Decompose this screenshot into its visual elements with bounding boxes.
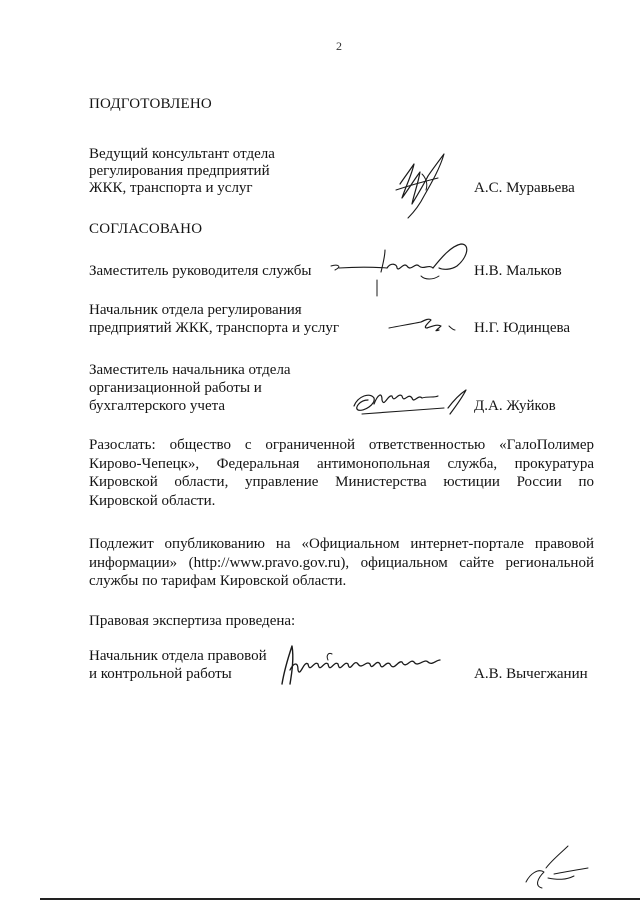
signature-zhuykov [348,384,473,424]
signature-muravyeva [388,150,468,225]
signature-vychegzhanin [268,640,448,690]
legal-position-line: Начальник отдела правовой [89,648,267,664]
prepared-position-line: Ведущий консультант отдела [89,146,275,162]
signer-position-line: Заместитель руководителя службы [89,263,312,279]
signature-yudintseva [385,310,465,340]
signer-position-line: Заместитель начальника отдела [89,362,291,378]
legal-position-line: и контрольной работы [89,666,232,682]
bottom-rule [40,898,640,900]
prepared-position-line: регулирования предприятий [89,163,270,179]
prepared-position-line: ЖКК, транспорта и услуг [89,180,253,196]
initials-mark [518,838,598,898]
signer-name: Д.А. Жуйков [474,398,556,414]
prepared-heading: ПОДГОТОВЛЕНО [89,96,212,112]
agreed-heading: СОГЛАСОВАНО [89,221,203,237]
distribution-line: Разослать: общество с ограниченной ответственностью «ГалоПолимер [89,437,594,453]
publication-line: службы по тарифам Кировской области. [89,573,347,589]
page-number: 2 [336,39,342,53]
distribution-paragraph [89,436,594,510]
signer-name: Н.Г. Юдинцева [474,320,571,336]
prepared-signer-name: А.С. Муравьева [474,180,575,196]
legal-review-heading: Правовая экспертиза проведена: [89,613,296,629]
publication-paragraph [89,535,594,591]
signer-position-line: организационной работы и [89,380,262,396]
publication-line: информации» (http://www.pravo.gov.ru), официальном сайте региональной [89,554,594,571]
distribution-line: Кирово-Чепецк», Федеральная антимонопольная служба, прокуратура [89,455,594,472]
signer-name: Н.В. Мальков [474,263,562,279]
publication-line: Подлежит опубликованию на «Официальном интернет-портале правовой [89,536,594,552]
distribution-line: Кировской области. [89,492,216,509]
legal-signer-name: А.В. Вычегжанин [474,666,588,682]
signer-position-line: бухгалтерского учета [89,398,226,414]
signer-position-line: предприятий ЖКК, транспорта и услуг [89,320,340,336]
signature-malkov [325,236,480,306]
distribution-line: Кировской области, управление Министерства юстиции России по [89,474,594,490]
signer-position-line: Начальник отдела регулирования [89,302,302,318]
